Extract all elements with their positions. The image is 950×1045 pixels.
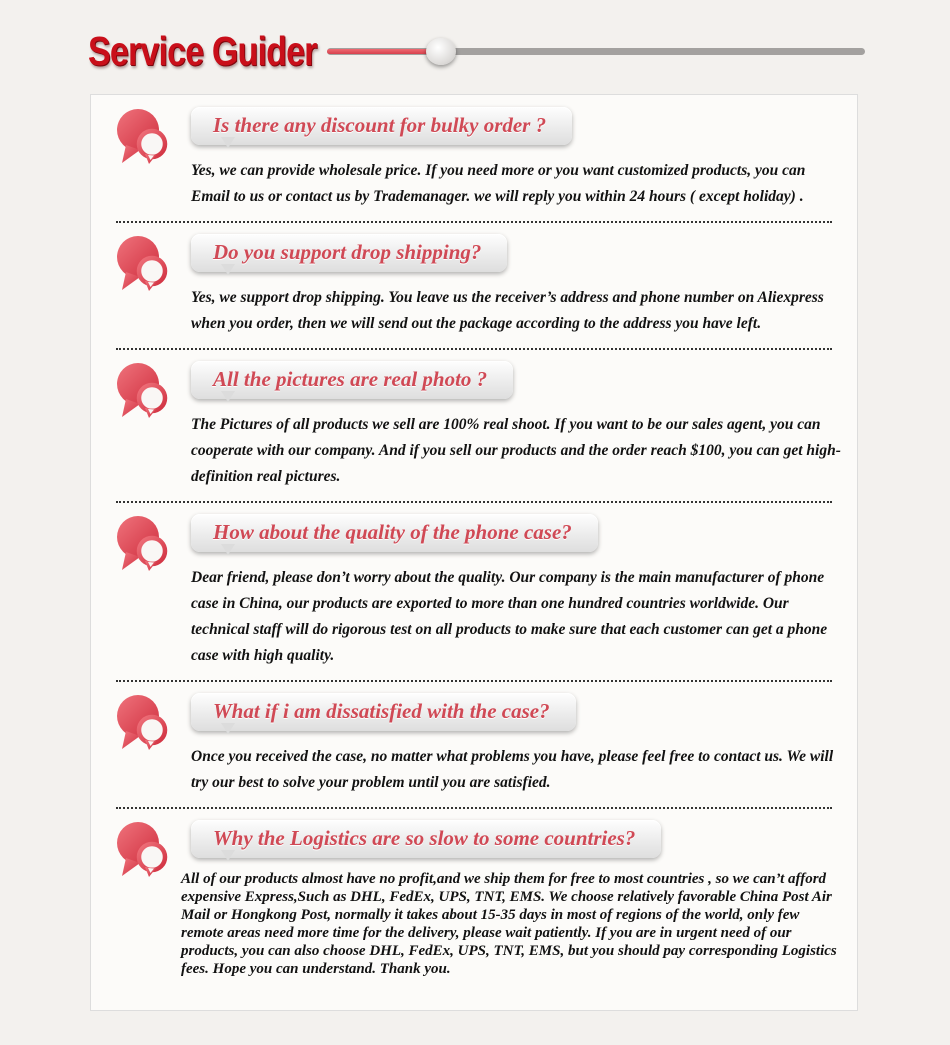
page-title: Service Guider	[88, 27, 317, 74]
chat-bubbles-icon	[111, 107, 173, 165]
question-label: What if i am dissatisfied with the case?	[213, 699, 550, 723]
dotted-divider	[116, 348, 832, 350]
dotted-divider	[116, 807, 832, 809]
faq-item	[191, 693, 843, 796]
answer-text: Dear friend, please don’t worry about the quality. Our company is the main manufacturer of phone case in China, our products are exported to more than one hundred countries worldwide. Our technical staff will do rigorous test on all products to make sure that each customer can get a phone case with high quality.	[191, 569, 828, 664]
slider-knob-icon	[426, 38, 456, 65]
dotted-divider	[116, 680, 832, 682]
question-label: How about the quality of the phone case?	[213, 520, 572, 544]
faq-item	[191, 514, 843, 669]
question-bubble	[191, 234, 507, 272]
faq-item	[191, 234, 843, 337]
faq-item	[191, 107, 843, 210]
question-bubble	[191, 820, 661, 858]
faq-item	[191, 361, 843, 490]
chat-bubbles-icon	[111, 361, 173, 419]
question-label: Is there any discount for bulky order ?	[213, 113, 547, 137]
question-bubble	[191, 107, 572, 145]
question-bubble	[191, 514, 598, 552]
question-label: Do you support drop shipping?	[213, 240, 482, 264]
answer-text: Once you received the case, no matter what problems you have, please feel free to contact us. We will try our best to solve your problem until you are satisfied.	[191, 748, 834, 791]
question-label: All the pictures are real photo ?	[213, 367, 488, 391]
answer-text: All of our products almost have no profit,and we ship them for free to most countries , so we can’t afford expensive Express,Such as DHL, FedEx, UPS, TNT, EMS. We choose relatively favorable China Post Air Mail or Hongkong Post, normally it takes about 15-35 days in most of regions of the world, only few remote areas need more time for the delivery, please wait patiently. If you are in urgent need of our products, you can also choose DHL, FedEx, UPS, TNT, EMS, but you should pay corresponding Logistics fees. Hope you can understand. Thank you.	[181, 871, 837, 977]
answer-text: Yes, we can provide wholesale price. If you need more or you want customized products, you can Email to us or contact us by Trademanager. we will reply you within 24 hours ( except holiday) .	[191, 162, 806, 205]
question-bubble	[191, 693, 576, 731]
service-guider-header	[88, 22, 865, 80]
dotted-divider	[116, 221, 832, 223]
decorative-slider	[327, 36, 865, 66]
chat-bubbles-icon	[111, 820, 173, 878]
chat-bubbles-icon	[111, 693, 173, 751]
faq-panel	[90, 94, 858, 1011]
answer-text: The Pictures of all products we sell are 100% real shoot. If you want to be our sales agent, you can cooperate with our company. And if you sell our products and the order reach $100, you can get high-definition real pictures.	[191, 416, 841, 485]
question-bubble	[191, 361, 513, 399]
question-label: Why the Logistics are so slow to some countries?	[213, 826, 636, 850]
slider-fill	[327, 49, 440, 54]
chat-bubbles-icon	[111, 514, 173, 572]
answer-text: Yes, we support drop shipping. You leave us the receiver’s address and phone number on Aliexpress when you order, then we will send out the package according to the address you have left.	[191, 289, 824, 332]
dotted-divider	[116, 501, 832, 503]
faq-item	[181, 820, 843, 978]
chat-bubbles-icon	[111, 234, 173, 292]
